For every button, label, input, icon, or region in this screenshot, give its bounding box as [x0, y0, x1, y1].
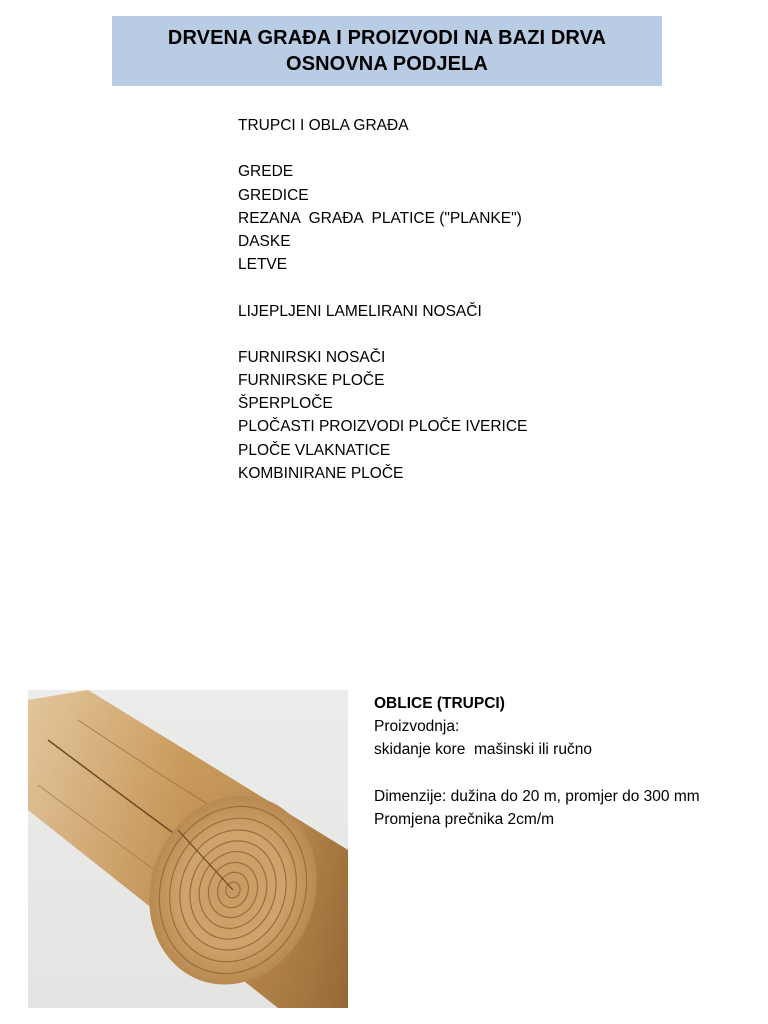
production-text: skidanje kore mašinski ili ručno	[374, 741, 592, 759]
list-item: FURNIRSKE PLOČE	[238, 372, 385, 390]
diameter-change-text: Promjena prečnika 2cm/m	[374, 810, 555, 828]
title-banner	[112, 16, 662, 86]
list-item: DASKE	[238, 232, 291, 250]
list-item: TRUPCI I OBLA GRAĐA	[238, 117, 409, 134]
oblice-description	[374, 692, 700, 831]
list-item: GREDE	[238, 163, 294, 181]
list-item: PLOČE VLAKNATICE	[238, 441, 391, 459]
section-heading: OBLICE (TRUPCI)	[374, 695, 505, 712]
list-item: KOMBINIRANE PLOČE	[238, 464, 404, 482]
production-label: Proizvodnja:	[374, 718, 460, 736]
page-title: DRVENA GRAĐA I PROIZVODI NA BAZI DRVA	[167, 27, 607, 49]
list-item: REZANA GRAĐA PLATICE ("PLANKE")	[238, 209, 522, 227]
round-log-image	[28, 690, 348, 1008]
list-item: PLOČASTI PROIZVODI PLOČE IVERICE	[238, 418, 528, 436]
page-subtitle: OSNOVNA PODJELA	[286, 53, 488, 75]
dimensions-text: Dimenzije: dužina do 20 m, promjer do 300 mm	[374, 787, 700, 805]
list-item: ŠPERPLOČE	[238, 395, 333, 413]
list-item: GREDICE	[238, 186, 309, 204]
list-item: FURNIRSKI NOSAČI	[238, 348, 386, 366]
list-item: LIJEPLJENI LAMELIRANI NOSAČI	[238, 302, 482, 320]
category-list	[238, 114, 527, 485]
list-item: LETVE	[238, 256, 288, 274]
